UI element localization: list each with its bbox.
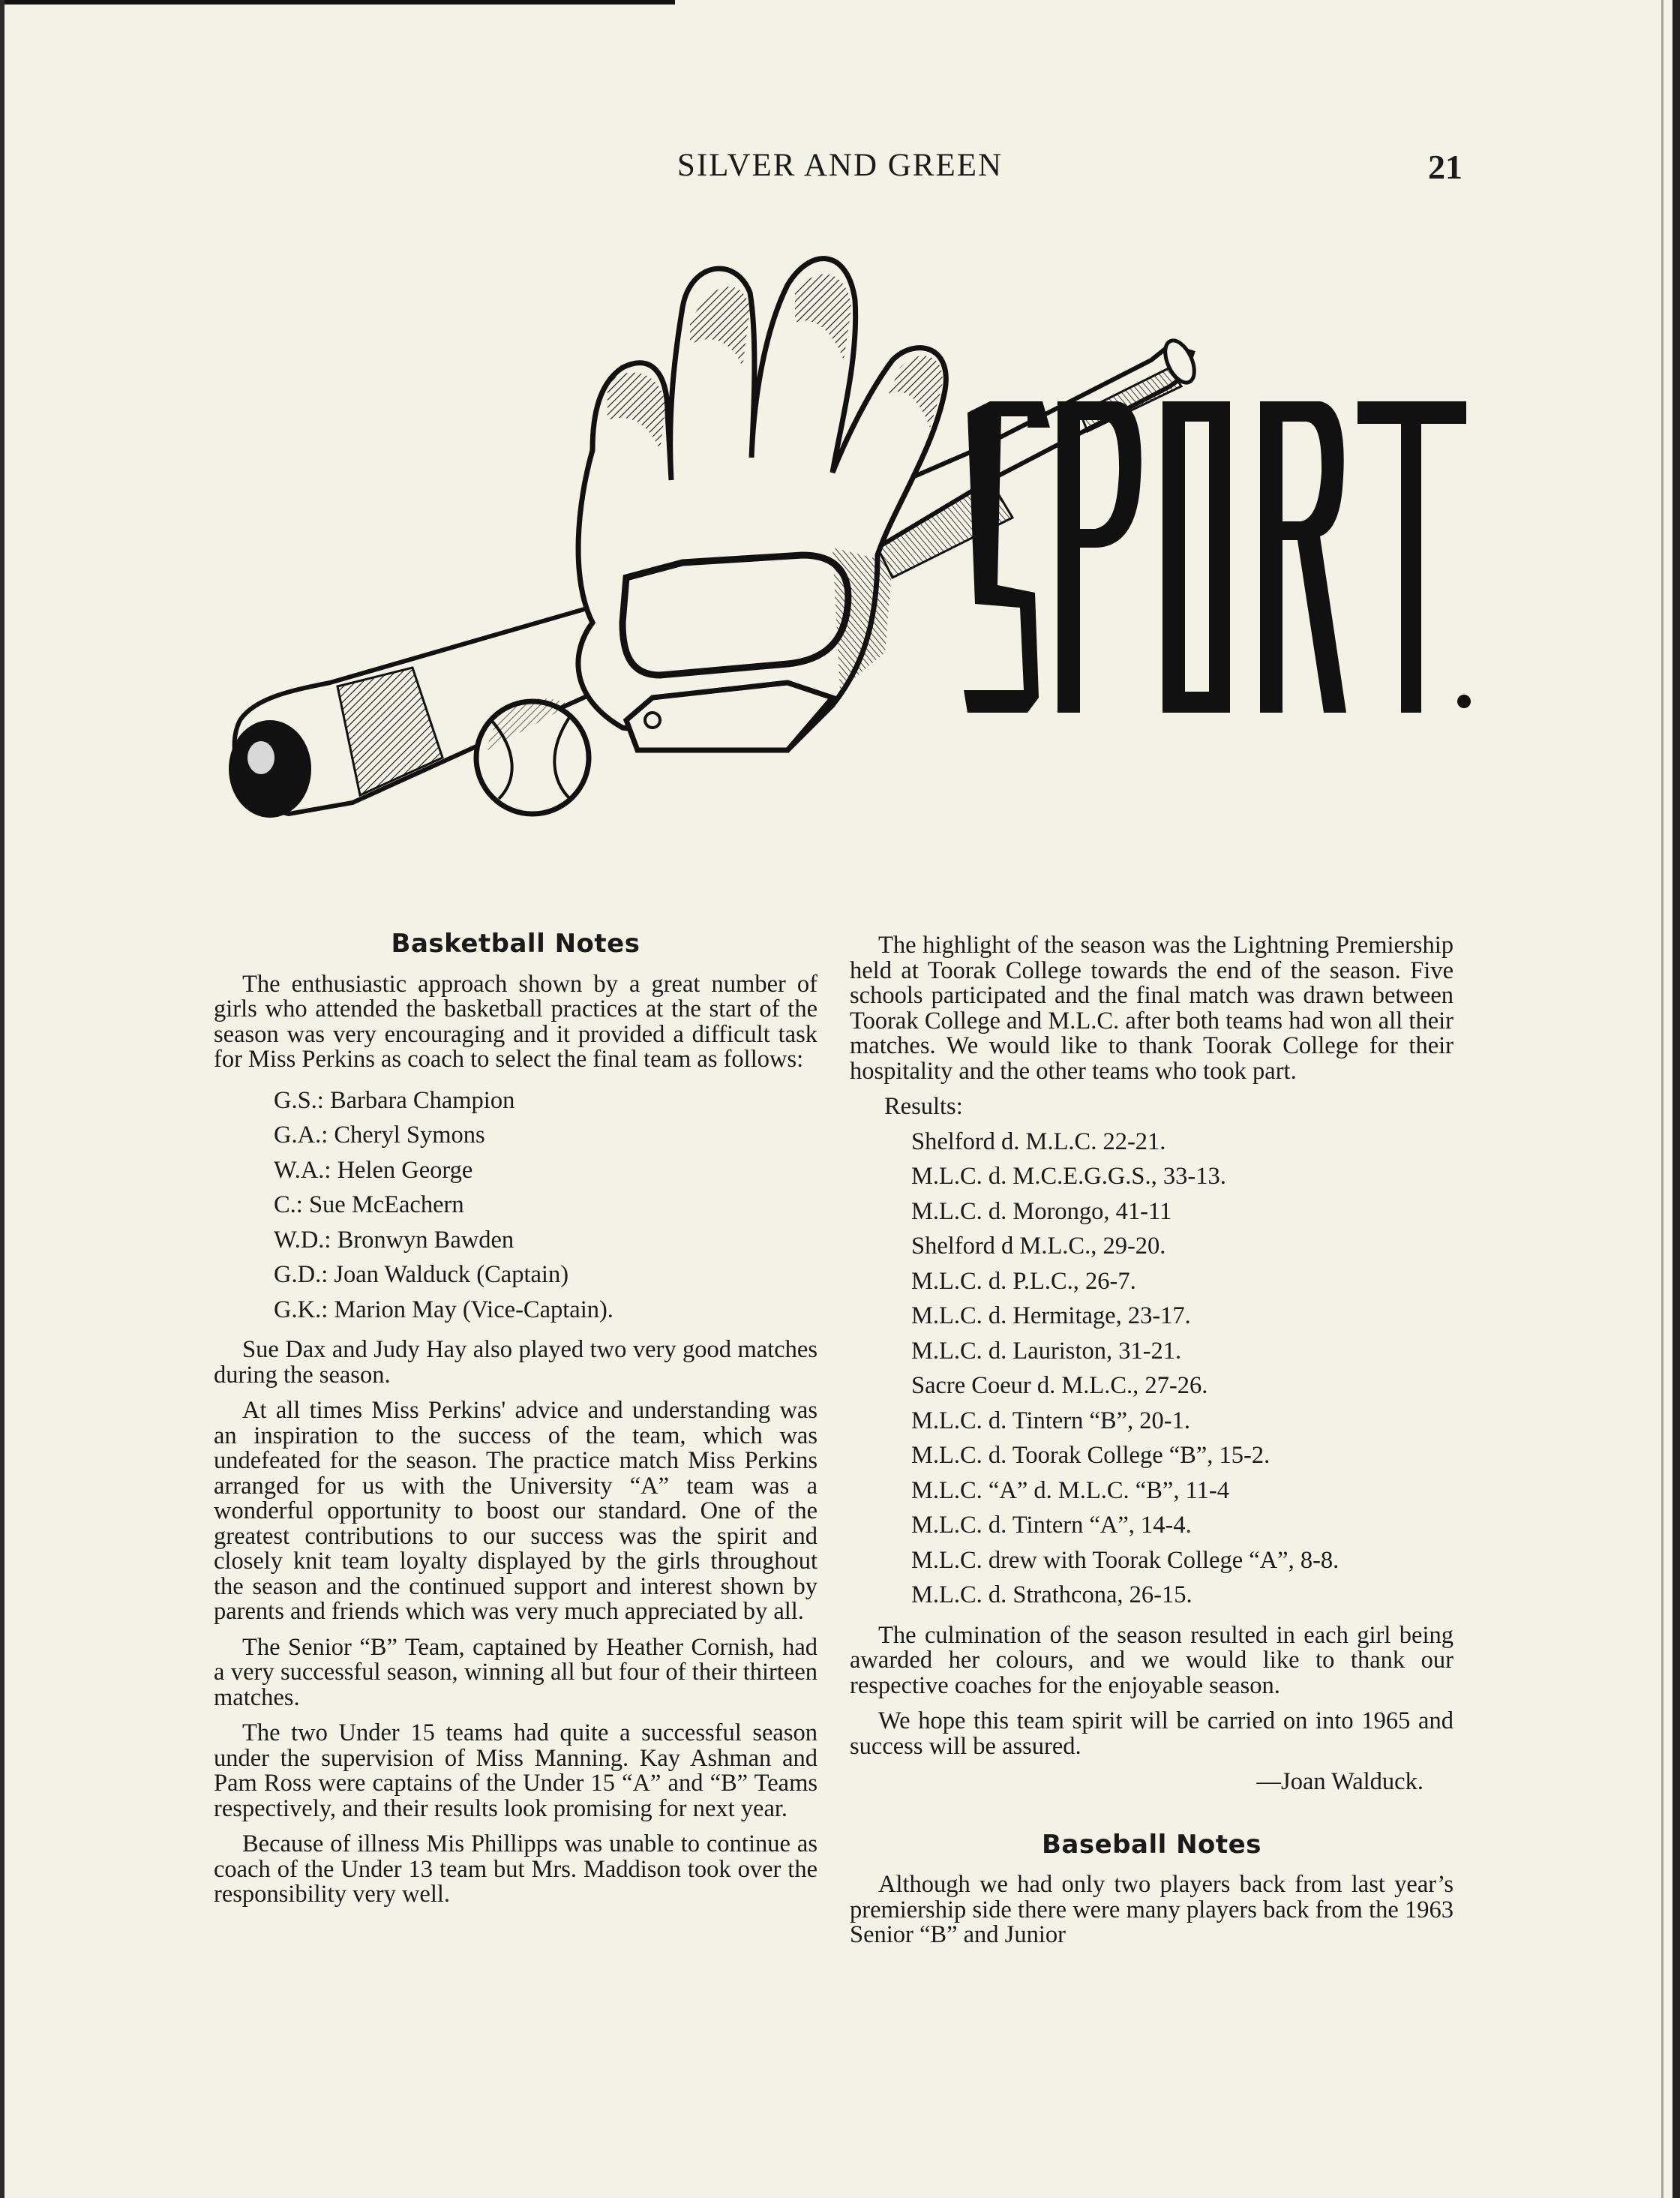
result-item: M.L.C. d. Hermitage, 23-17. xyxy=(911,1302,1191,1329)
result-item: Sacre Coeur d. M.L.C., 27-26. xyxy=(911,1372,1208,1399)
result-item: M.L.C. d. Toorak College “B”, 15-2. xyxy=(911,1442,1270,1469)
left-column xyxy=(214,929,818,1918)
body-paragraph: The Senior “B” Team, captained by Heather Cornish, had a very successful season, winning all but four of their thirteen matches. xyxy=(214,1633,818,1711)
baseball-paragraph: Although we had only two players back from last year’s premiership side there were many players back from the 1963 Senior “B” and Junior xyxy=(850,1871,1454,1948)
roster-item: G.D.: Joan Walduck (Captain) xyxy=(274,1261,569,1288)
roster-item: G.S.: Barbara Champion xyxy=(274,1086,515,1114)
scan-edge-top xyxy=(0,0,675,5)
roster-item: W.A.: Helen George xyxy=(274,1156,473,1184)
result-item: M.L.C. d. Tintern “B”, 20-1. xyxy=(911,1407,1190,1434)
body-paragraph: Sue Dax and Judy Hay also played two very good matches during the season. xyxy=(214,1336,818,1389)
roster-item: G.A.: Cheryl Symons xyxy=(274,1122,485,1149)
result-item: M.L.C. d. Tintern “A”, 14-4. xyxy=(911,1512,1192,1539)
closing-paragraph: We hope this team spirit will be carried on into 1965 and success will be assured. xyxy=(850,1707,1454,1760)
result-item: Shelford d M.L.C., 29-20. xyxy=(911,1233,1166,1260)
roster-item: W.D.: Bronwyn Bawden xyxy=(274,1226,514,1254)
body-paragraph: The two Under 15 teams had quite a successful season under the supervision of Miss Manning. Kay Ashman and Pam Ross were captains of the Under 15 “A” and “B” Teams respectively, and their results look promising for next year. xyxy=(214,1719,818,1822)
scan-edge-right xyxy=(1672,0,1680,2198)
roster-item: C.: Sue McEachern xyxy=(274,1191,464,1218)
baseball-icon xyxy=(476,698,589,814)
scan-edge-shadow xyxy=(1661,0,1664,2198)
result-item: M.L.C. d. Morongo, 41-11 xyxy=(911,1197,1172,1225)
result-item: M.L.C. d. M.C.E.G.G.S., 33-13. xyxy=(911,1163,1226,1190)
basketball-heading: Basketball Notes xyxy=(391,929,640,959)
body-paragraph: Because of illness Mis Phillipps was unable to continue as coach of the Under 13 team but Mrs. Maddison took over the responsibility very well. xyxy=(214,1830,818,1908)
results-label: Results: xyxy=(884,1093,963,1120)
scan-edge-left xyxy=(0,0,4,2198)
team-roster xyxy=(214,1083,818,1328)
result-item: M.L.C. “A” d. M.L.C. “B”, 11-4 xyxy=(911,1476,1229,1504)
result-item: M.L.C. d. Lauriston, 31-21. xyxy=(911,1337,1182,1365)
baseball-heading: Baseball Notes xyxy=(1042,1829,1262,1860)
culmination-paragraph: The culmination of the season resulted in each girl being awarded her colours, and we would like to thank our respective coaches for the enjoyable season. xyxy=(850,1621,1454,1699)
roster-item: G.K.: Marion May (Vice-Captain). xyxy=(274,1296,614,1323)
right-column xyxy=(850,933,1454,1959)
sport-illustration xyxy=(218,233,1478,848)
results-list xyxy=(850,1125,1454,1613)
basketball-intro: The enthusiastic approach shown by a great number of girls who attended the basketball practices at the start of the season was very encouraging and it provided a difficult task for Miss Perkins as coach to select the final team as follows: xyxy=(214,970,818,1073)
author-signature: —Joan Walduck. xyxy=(1256,1768,1424,1795)
page-number: 21 xyxy=(1428,148,1462,186)
body-paragraph: At all times Miss Perkins' advice and understanding was an inspiration to the success of the team, which was undefeated for the season. The practice match Miss Perkins arranged for us with the University “A” team was a wonderful opportunity to boost our standard. One of the greatest contributions to our success was the spirit and closely knit team loyalty displayed by the girls throughout the season and the continued support and interest shown by parents and friends which was very much appreciated by all. xyxy=(214,1397,818,1625)
result-item: Shelford d. M.L.C. 22-21. xyxy=(911,1128,1166,1155)
highlight-paragraph: The highlight of the season was the Lightning Premiership held at Toorak College towards the end of the season. Five schools participated and the final match was drawn between Toorak College and M.L.C. after both teams had won all their matches. We would like to thank Toorak College for their hospitality and the other teams who took part. xyxy=(850,932,1454,1085)
result-item: M.L.C. d. P.L.C., 26-7. xyxy=(911,1267,1136,1295)
running-head: SILVER AND GREEN xyxy=(676,148,1004,183)
result-item: M.L.C. d. Strathcona, 26-15. xyxy=(911,1581,1192,1608)
baseball-glove-icon xyxy=(578,259,946,750)
result-item: M.L.C. drew with Toorak College “A”, 8-8. xyxy=(911,1546,1340,1574)
